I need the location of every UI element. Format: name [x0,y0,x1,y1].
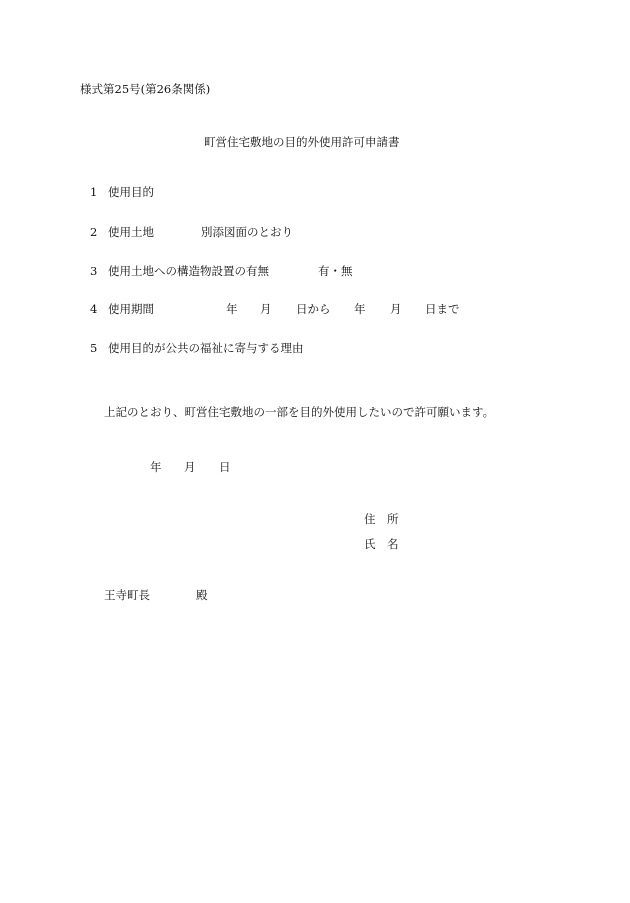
period-end-day: 日まで [425,302,460,316]
item-number: 3 [90,264,98,278]
item-number: 4 [90,302,98,316]
item-number: 2 [90,225,98,239]
item-label: 使用期間 [108,302,154,316]
item-label: 使用土地への構造物設置の有無 [108,264,269,278]
date-month: 月 [184,460,196,474]
item-purpose [90,185,154,199]
period-start-day: 日から [296,302,331,316]
name-label: 氏 名 [364,537,399,551]
recipient-name: 王寺町長 [104,588,150,602]
period-start-year: 年 [226,302,238,316]
period-start-month: 月 [260,302,272,316]
item-structure-value: 有・無 [318,264,353,278]
date-year: 年 [150,460,162,474]
item-number: 1 [90,185,98,199]
item-land-value: 別添図面のとおり [201,225,293,239]
item-period [90,302,154,316]
period-end-year: 年 [354,302,366,316]
address-label: 住 所 [364,512,399,526]
date-day: 日 [219,460,231,474]
item-label: 使用目的が公共の福祉に寄与する理由 [108,341,304,355]
item-public-welfare-reason [90,341,304,355]
item-structure [90,264,269,278]
item-number: 5 [90,341,98,355]
document-title: 町営住宅敷地の目的外使用許可申請書 [204,135,400,149]
item-label: 使用土地 [108,225,154,239]
item-land [90,225,154,239]
item-label: 使用目的 [108,185,154,199]
period-end-month: 月 [390,302,402,316]
form-number: 様式第25号(第26条関係) [80,82,211,96]
request-statement: 上記のとおり、町営住宅敷地の一部を目的外使用したいので許可願います。 [104,405,495,419]
recipient-honorific: 殿 [196,588,208,602]
